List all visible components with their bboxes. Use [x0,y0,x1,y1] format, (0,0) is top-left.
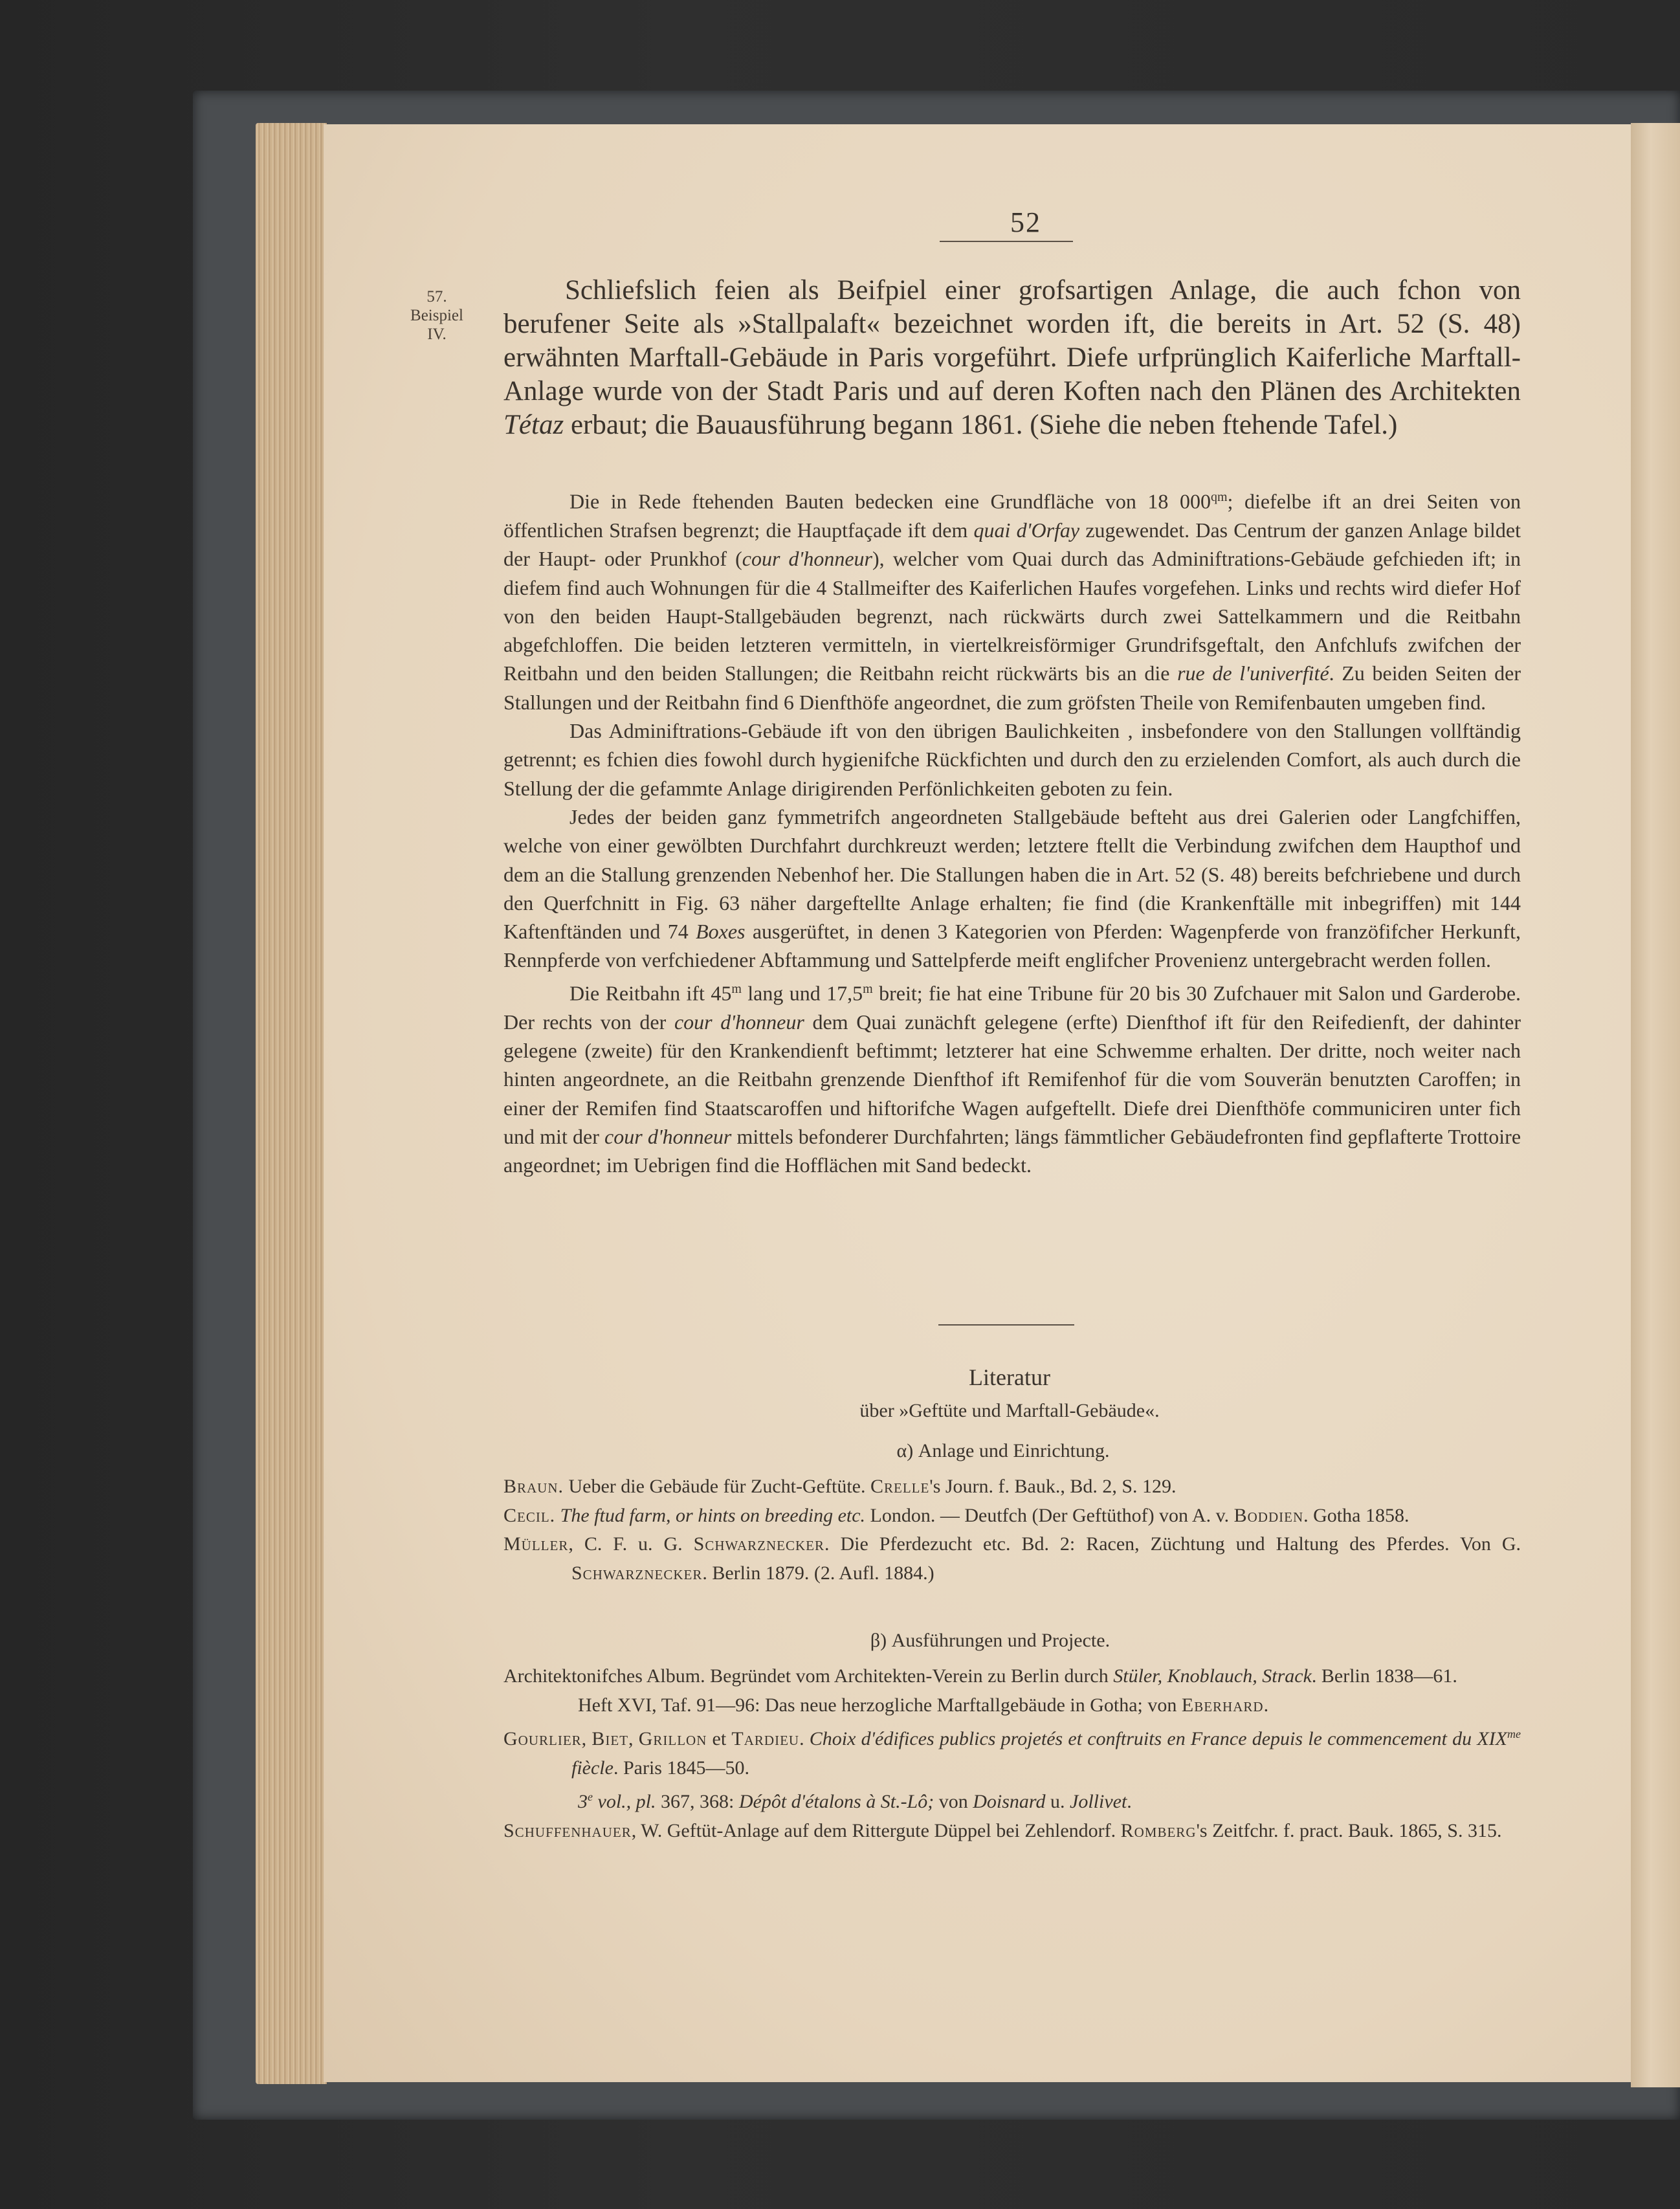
literature-section-a: α) Anlage und Einrichtung. [896,1440,1110,1461]
reference-item: Cecil. The ftud farm, or hints on breeding etc. London. — Deutfch (Der Geftüthof) von A. v. Boddien. Gotha 1858. [503,1504,1409,1526]
references-a [503,1472,1521,1588]
margin-note [395,287,479,344]
reference-item: 3e vol., pl. 367, 368: Dépôt d'étalons à St.-Lô; von Doisnard u. Jollivet. [578,1790,1132,1812]
paragraph-3: Jedes der beiden ganz fymmetrifch angeordneten Stallgebäude befteht aus drei Galerien oder Langfchiffen, welche von einer gewölbten Durchfahrt durchkreuzt werden; letztere ftellt die Verbindung zwifchen dem Haupthof und dem an die Stallung grenzenden Nebenhof her. Die Stallungen haben die in Art. 52 (S. 48) bereits befchriebene und durch den Querfchnitt in Fig. 63 näher dargeftellte Anlage erhalten; fie find (die Krankenftälle mit inbegriffen) mit 144 Kaftenftänden und 74 Boxes ausgerüftet, in denen 3 Kategorien von Pferden: Wagenpferde von franzöfifcher Herkunft, Rennpferde von verfchiedener Abftammung und Sattelpferde meift englifcher Provenienz untergebracht werden follen. [503,805,1521,972]
reference-item: Braun. Ueber die Gebäude für Zucht-Geftüte. Crelle's Journ. f. Bauk., Bd. 2, S. 129. [503,1476,1177,1497]
reference-item: Architektonifches Album. Begründet vom Architekten-Verein zu Berlin durch Stüler, Knoblauch, Strack. Berlin 1838—61. [503,1665,1457,1687]
paragraph-2: Das Adminiftrations-Gebäude ift von den übrigen Baulichkeiten , insbefondere von den Stallungen vollftändig getrennt; es fchien dies fowohl durch hygienifche Rückfichten und durch den zu erzielenden Comfort, als auch durch die Stellung der die gefammte Anlage dirigirenden Perfönlichkeiten geboten zu fein. [503,719,1521,800]
literature-heading: Literatur [969,1364,1050,1390]
margin-note-label: Beispiel [410,307,463,324]
page-number-rule [940,241,1073,242]
margin-note-number: 57. [426,288,447,305]
literature-section-b: β) Ausführungen und Projecte. [870,1630,1111,1651]
reference-item: Gourlier, Biet, Grillon et Tardieu. Choix d'édifices publics projetés et conftruits en France depuis le commencement du $XIX^{me}$ fiècle. Paris 1845—50. [503,1727,1521,1779]
page-stack-edge [256,123,327,2084]
page-number: 52 [1010,206,1041,238]
literature-subheading: über »Geftüte und Marftall-Gebäude«. [859,1400,1160,1421]
body-text [503,483,1521,1179]
margin-note-roman: IV. [427,326,447,343]
section-divider [938,1324,1074,1326]
next-page-gutter [1631,123,1680,2087]
references-b [503,1662,1521,1845]
reference-item: Schuffenhauer, W. Geftüt-Anlage auf dem Rittergute Düppel bei Zehlendorf. Romberg's Zeitfchr. f. pract. Bauk. 1865, S. 315. [503,1819,1502,1841]
intro-paragraph: Schliefslich feien als Beifpiel einer grofsartigen Anlage, die auch fchon von berufener Seite als »Stallpalaft« bezeichnet worden ift, die bereits in Art. 52 (S. 48) erwähnten Marftall-Gebäude in Paris vorgeführt. Diefe urfprünglich Kaiferliche Marftall-Anlage wurde von der Stadt Paris und auf deren Koften nach den Plänen des Architekten Tétaz erbaut; die Bauausführung begann 1861. (Siehe die neben ftehende Tafel.) [503,275,1521,440]
paragraph-1: Die in Rede ftehenden Bauten bedecken eine Grundfläche von 18 $000^{qm}$; diefelbe ift an drei Seiten von öffentlichen Strafsen begrenzt; die Hauptfaçade ift dem quai d'Orfay zugewendet. Das Centrum der ganzen Anlage bildet der Haupt- oder Prunkhof (cour d'honneur), welcher vom Quai durch das Adminiftrations-Gebäude gefchieden ift; in diefem find auch Wohnungen für die 4 Stallmeifter des Kaiferlichen Haufes vorgefehen. Links und rechts wird diefer Hof von den beiden Haupt-Stallgebäuden begrenzt, nach rückwärts durch zwei Sattelkammern und die Reitbahn abgefchloffen. Die beiden letzteren vermitteln, in viertelkreisförmiger Grundrifsgeftalt, den Anfchlufs zwifchen der Reitbahn und den beiden Stallungen; die Reitbahn reicht rückwärts bis an die rue de l'univerfité. Zu beiden Seiten der Stallungen und der Reitbahn find 6 Dienfthöfe angeordnet, die zum gröfsten Theile von Remifenbauten umgeben find. [503,489,1521,714]
reference-item: Müller, C. F. u. G. Schwarznecker. Die Pferdezucht etc. Bd. 2: Racen, Züchtung und Haltung des Pferdes. Von G. Schwarznecker. Berlin 1879. (2. Aufl. 1884.) [503,1533,1521,1584]
paragraph-4: Die Reitbahn ift 45$^m$ lang und 17,5$^m$ breit; fie hat eine Tribune für 20 bis 30 Zufchauer mit Salon und Garderobe. Der rechts von der cour d'honneur dem Quai zunächft gelegene (erfte) Dienfthof ift für den Reifedienft, der dahinter gelegene (zweite) für den Krankendienft beftimmt; letzterer hat eine Schwemme erhalten. Der dritte, noch weiter nach hinten angeordnete, an die Reitbahn grenzende Dienfthof ift Remifenhof für die vom Souverän benutzten Caroffen; in einer der Remifen find Staatscaroffen und hiftorifche Wagen aufgeftellt. Diefe drei Dienfthöfe communiciren unter fich und mit der cour d'honneur mittels befonderer Durchfahrten; längs fämmtlicher Gebäudefronten find gepflafterte Trottoire angeordnet; im Uebrigen find die Hofflächen mit Sand bedeckt. [503,981,1521,1177]
reference-item: Heft XVI, Taf. 91—96: Das neue herzogliche Marftallgebäude in Gotha; von Eberhard. [578,1694,1269,1716]
